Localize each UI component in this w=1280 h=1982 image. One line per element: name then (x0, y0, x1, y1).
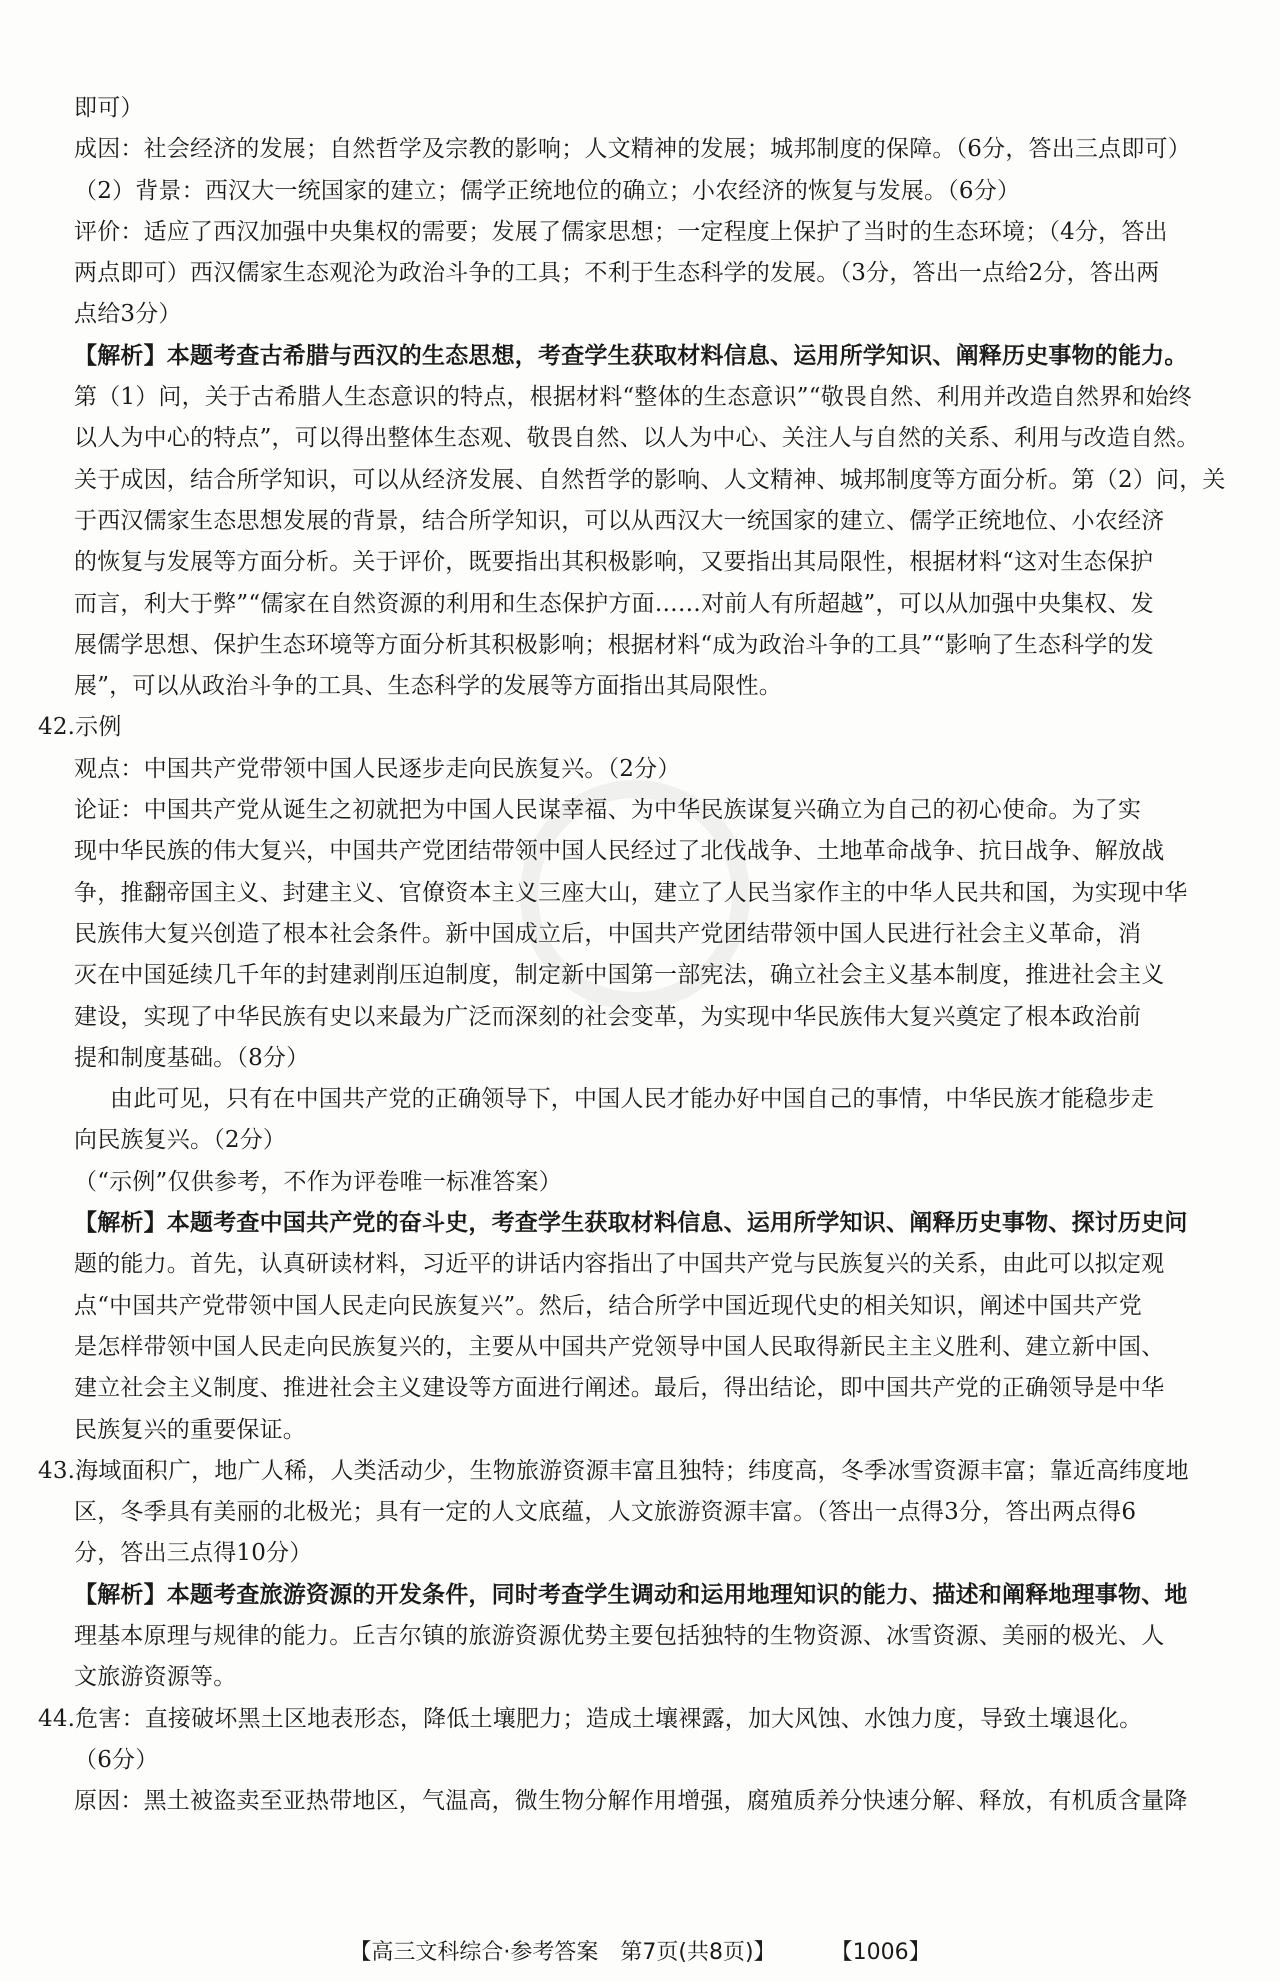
text-line: 分，答出三点得10分） (74, 1540, 313, 1567)
text-line: 由此可见，只有在中国共产党的正确领导下，中国人民才能办好中国自己的事情，中华民族才能稳步走 (110, 1086, 1154, 1113)
question-number-line: 42.示例 (38, 714, 122, 741)
analysis-heading-line: 【解析】本题考查中国共产党的奋斗史，考查学生获取材料信息、运用所学知识、阐释历史事物、探讨历史问 (74, 1210, 1188, 1237)
text-line: （2）背景：西汉大一统国家的建立；儒学正统地位的确立；小农经济的恢复与发展。（6分） (74, 177, 1021, 204)
footer-label: 【高三文科综合·参考答案 第7页(共8页)】 (349, 1940, 776, 1965)
analysis-heading-line: 【解析】本题考查旅游资源的开发条件，同时考查学生调动和运用地理知识的能力、描述和阐释地理事物、地 (74, 1581, 1188, 1608)
page-footer (0, 1938, 1280, 1968)
text-line: 评价：适应了西汉加强中央集权的需要；发展了儒家思想；一定程度上保护了当时的生态环境；（4分，答出 (74, 218, 1168, 245)
text-line: 提和制度基础。（8分） (74, 1044, 310, 1071)
answer-content (38, 88, 1248, 1822)
text-line: 展儒学思想、保护生态环境等方面分析其积极影响；根据材料“成为政治斗争的工具”“影响了生态科学的发 (74, 631, 1154, 658)
text-line: 的恢复与发展等方面分析。关于评价，既要指出其积极影响，又要指出其局限性，根据材料“这对生态保护 (74, 549, 1154, 576)
text-line: 第（1）问，关于古希腊人生态意识的特点，根据材料“整体的生态意识”“敬畏自然、利用并改造自然界和始终 (74, 384, 1192, 411)
text-line: 争，推翻帝国主义、封建主义、官僚资本主义三座大山，建立了人民当家作主的中华人民共和国，为实现中华 (74, 879, 1188, 906)
text-line: 民族复兴的重要保证。 (74, 1416, 306, 1443)
text-line: 文旅游资源等。 (74, 1664, 237, 1691)
text-line: 现中华民族的伟大复兴，中国共产党团结带领中国人民经过了北伐战争、土地革命战争、抗日战争、解放战 (74, 838, 1165, 865)
footer-code: 【1006】 (830, 1940, 931, 1965)
text-line: 民族伟大复兴创造了根本社会条件。新中国成立后，中国共产党团结带领中国人民进行社会主义革命，消 (74, 920, 1142, 947)
text-line: 理基本原理与规律的能力。丘吉尔镇的旅游资源优势主要包括独特的生物资源、冰雪资源、美丽的极光、人 (74, 1622, 1165, 1649)
text-line: 区，冬季具有美丽的北极光；具有一定的人文底蕴，人文旅游资源丰富。（答出一点得3分，答出两点得6 (74, 1499, 1137, 1526)
text-line: 灭在中国延续几千年的封建剥削压迫制度，制定新中国第一部宪法，确立社会主义基本制度，推进社会主义 (74, 962, 1165, 989)
text-line: 即可） (74, 95, 144, 121)
text-line: 点给3分） (74, 301, 182, 328)
text-line: 建立社会主义制度、推进社会主义建设等方面进行阐述。最后，得出结论，即中国共产党的正确领导是中华 (74, 1375, 1165, 1402)
text-line: （6分） (74, 1746, 159, 1773)
text-line: 以人为中心的特点”，可以得出整体生态观、敬畏自然、以人为中心、关注人与自然的关系、利用与改造自然。 (74, 425, 1200, 452)
text-line: 关于成因，结合所学知识，可以从经济发展、自然哲学的影响、人文精神、城邦制度等方面分析。第（2）问，关 (74, 466, 1226, 493)
analysis-heading-line: 【解析】本题考查古希腊与西汉的生态思想，考查学生获取材料信息、运用所学知识、阐释历史事物的能力。 (74, 342, 1188, 369)
question-number-line: 44.危害：直接破坏黑土区地表形态，降低土壤肥力；造成土壤裸露，加大风蚀、水蚀力度，导致土壤退化。 (38, 1705, 1143, 1732)
text-line: 成因：社会经济的发展；自然哲学及宗教的影响；人文精神的发展；城邦制度的保障。（6分，答出三点即可） (74, 136, 1191, 163)
text-line: 题的能力。首先，认真研读材料，习近平的讲话内容指出了中国共产党与民族复兴的关系，由此可以拟定观 (74, 1251, 1165, 1278)
text-line: （“示例”仅供参考，不作为评卷唯一标准答案） (74, 1168, 562, 1195)
text-line: 原因：黑土被盗卖至亚热带地区，气温高，微生物分解作用增强，腐殖质养分快速分解、释放，有机质含量降 (74, 1788, 1188, 1815)
text-line: 论证：中国共产党从诞生之初就把为中国人民谋幸福、为中华民族谋复兴确立为自己的初心使命。为了实 (74, 797, 1142, 824)
text-line: 展”，可以从政治斗争的工具、生态科学的发展等方面指出其局限性。 (74, 673, 782, 700)
text-line: 观点：中国共产党带领中国人民逐步走向民族复兴。（2分） (74, 755, 681, 782)
text-line: 建设，实现了中华民族有史以来最为广泛而深刻的社会变革，为实现中华民族伟大复兴奠定了根本政治前 (74, 1003, 1142, 1030)
question-number-line: 43.海域面积广，地广人稀，人类活动少，生物旅游资源丰富且独特；纬度高，冬季冰雪资源丰富；靠近高纬度地 (38, 1457, 1189, 1484)
text-line: 向民族复兴。（2分） (74, 1127, 287, 1154)
text-line: 两点即可）西汉儒家生态观沦为政治斗争的工具；不利于生态科学的发展。（3分，答出一点给2分，答出两 (74, 260, 1160, 287)
text-line: 于西汉儒家生态思想发展的背景，结合所学知识，可以从西汉大一统国家的建立、儒学正统地位、小农经济 (74, 507, 1165, 534)
text-line: 点“中国共产党带领中国人民走向民族复兴”。然后，结合所学中国近现代史的相关知识，阐述中国共产党 (74, 1292, 1142, 1319)
text-line: 是怎样带领中国人民走向民族复兴的，主要从中国共产党领导中国人民取得新民主主义胜利、建立新中国、 (74, 1333, 1165, 1360)
text-line: 而言，利大于弊”“儒家在自然资源的利用和生态保护方面……对前人有所超越”，可以从加强中央集权、发 (74, 590, 1154, 617)
